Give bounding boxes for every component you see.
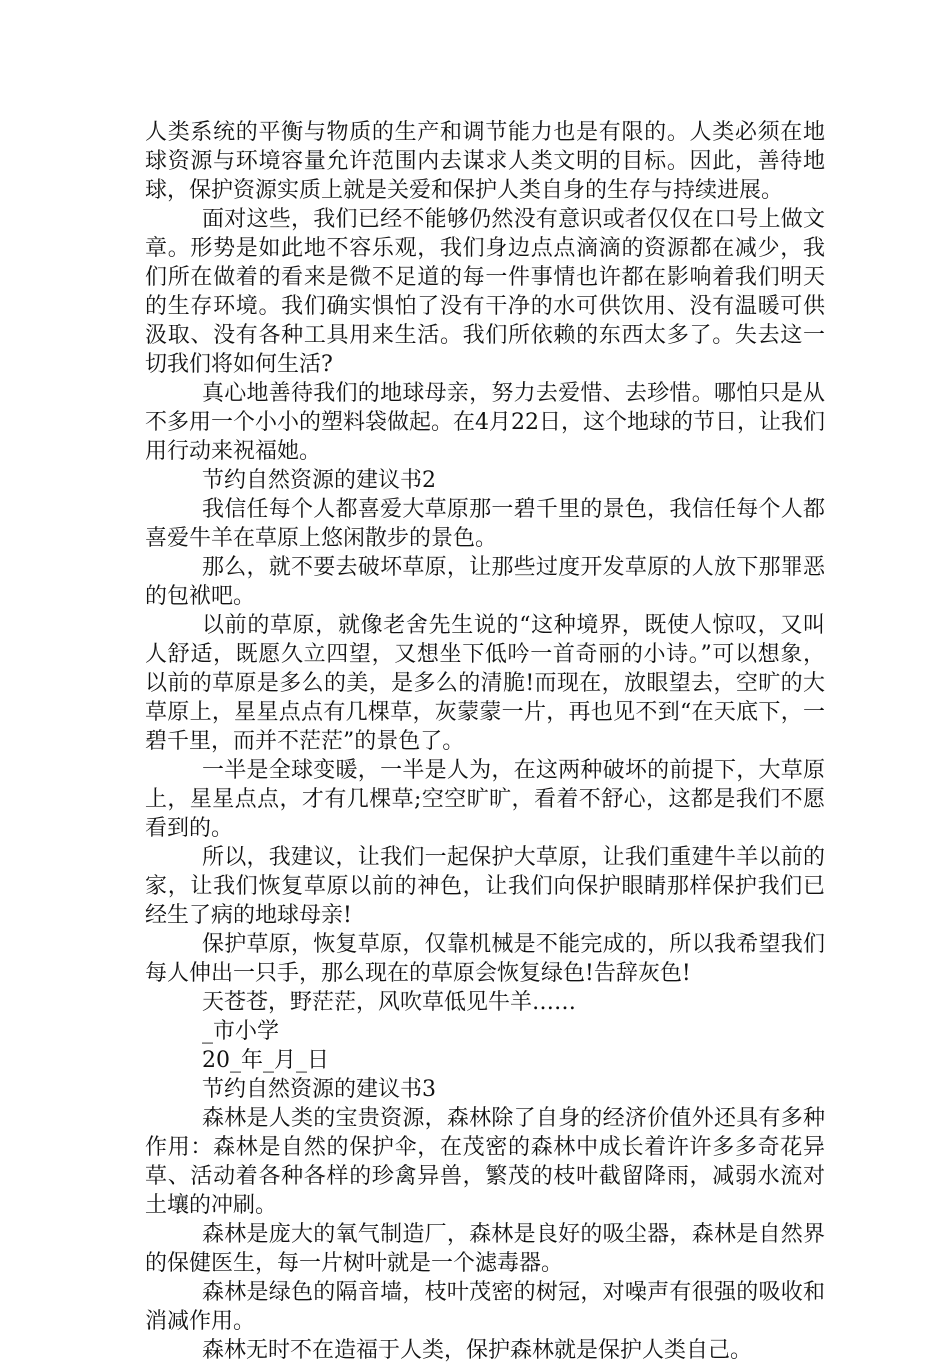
paragraph: 森林是庞大的氧气制造厂，森林是良好的吸尘器，森林是自然界的保健医生，每一片树叶就是一个滤毒器。	[145, 1222, 825, 1276]
paragraph: 森林是人类的宝贵资源，森林除了自身的经济价值外还具有多种作用：森林是自然的保护伞，在茂密的森林中成长着许许多多奇花异草、活动着各种各样的珍禽异兽，繁茂的枝叶截留降雨，减弱水流对土壤的冲刷。	[145, 1106, 825, 1218]
paragraph: 天苍苍，野茫茫，风吹草低见牛羊……	[202, 990, 577, 1015]
paragraph: 森林无时不在造福于人类，保护森林就是保护人类自己。	[202, 1338, 753, 1363]
document-page	[145, 118, 825, 1365]
paragraph: 以前的草原，就像老舍先生说的“这种境界，既使人惊叹，又叫人舒适，既愿久立四望，又想坐下低吟一首奇丽的小诗。”可以想象，以前的草原是多么的美，是多么的清脆!而现在，放眼望去，空旷的大草原上，星星点点有几棵草，灰蒙蒙一片，再也见不到“在天底下，一碧千里，而并不茫茫”的景色了。	[145, 613, 825, 754]
signature-school: _市小学	[202, 1019, 280, 1044]
section-heading: 节约自然资源的建议书3	[202, 1077, 436, 1102]
paragraph: 一半是全球变暖，一半是人为，在这两种破坏的前提下，大草原上，星星点点，才有几棵草;空空旷旷，看着不舒心，这都是我们不愿看到的。	[145, 758, 825, 841]
signature-date: 20_年_月_日	[202, 1048, 329, 1073]
paragraph: 所以，我建议，让我们一起保护大草原，让我们重建牛羊以前的家，让我们恢复草原以前的神色，让我们向保护眼睛那样保护我们已经生了病的地球母亲!	[145, 845, 825, 928]
section-heading: 节约自然资源的建议书2	[202, 468, 436, 493]
paragraph: 保护草原，恢复草原，仅靠机械是不能完成的，所以我希望我们每人伸出一只手，那么现在的草原会恢复绿色!告辞灰色!	[145, 932, 825, 986]
paragraph: 我信任每个人都喜爱大草原那一碧千里的景色，我信任每个人都喜爱牛羊在草原上悠闲散步的景色。	[145, 497, 825, 551]
paragraph: 面对这些，我们已经不能够仍然没有意识或者仅仅在口号上做文章。形势是如此地不容乐观，我们身边点点滴滴的资源都在减少，我们所在做着的看来是微不足道的每一件事情也许都在影响着我们明天的生存环境。我们确实惧怕了没有干净的水可供饮用、没有温暖可供汲取、没有各种工具用来生活。我们所依赖的东西太多了。失去这一切我们将如何生活?	[145, 207, 825, 377]
paragraph: 那么，就不要去破坏草原，让那些过度开发草原的人放下那罪恶的包袱吧。	[145, 555, 825, 609]
paragraph-continuation: 人类系统的平衡与物质的生产和调节能力也是有限的。人类必须在地球资源与环境容量允许范围内去谋求人类文明的目标。因此，善待地球，保护资源实质上就是关爱和保护人类自身的生存与持续进展。	[145, 120, 825, 203]
paragraph: 真心地善待我们的地球母亲，努力去爱惜、去珍惜。哪怕只是从不多用一个小小的塑料袋做起。在4月22日，这个地球的节日，让我们用行动来祝福她。	[145, 381, 825, 464]
paragraph: 森林是绿色的隔音墙，枝叶茂密的树冠，对噪声有很强的吸收和消减作用。	[145, 1280, 825, 1334]
